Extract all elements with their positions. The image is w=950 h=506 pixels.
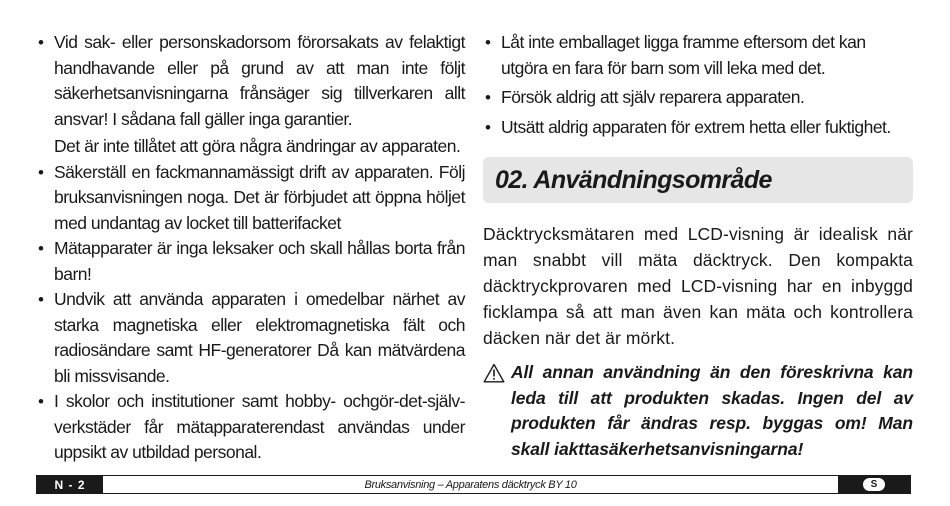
- list-item: [36, 30, 465, 160]
- page-number: N - 2: [37, 476, 103, 493]
- language-box: [838, 476, 910, 493]
- footer-title: Bruksanvisning – Apparatens däcktryck BY 10: [364, 478, 577, 491]
- list-item: • Säkerställ en fackmannamässigt drift av apparaten. Följ bruksanvisningen noga. Det är förbjudet att öppna höljet med undantag av locket till batterifacket: [36, 160, 465, 237]
- usage-description: Däcktrycksmätaren med LCD-visning är idealisk när man snabbt vill mäta däcktryck. Den kompakta däcktryckprovaren med LCD-visning har en inbyggd ficklampa så att man även kan mäta och kontrollera däcken när det är mörkt.: [483, 224, 913, 348]
- warning-note: [483, 360, 913, 462]
- warning-triangle-icon: [483, 360, 511, 462]
- list-item-note: Det är inte tillåtet att göra några ändringar av apparaten.: [54, 136, 461, 156]
- right-column: [483, 30, 913, 462]
- list-item: • I skolor och institutioner samt hobby- ochgör-det-själv-verkstäder får mätapparaterendast användas under uppsikt av utbildad personal.: [36, 389, 465, 466]
- language-badge: S: [863, 478, 885, 491]
- safety-list-right: [483, 30, 913, 140]
- list-item: • Mätapparater är inga leksaker och skall hållas borta från barn!: [36, 236, 465, 287]
- list-item: • Utsätt aldrig apparaten för extrem hetta eller fuktighet.: [483, 115, 913, 141]
- left-column: [36, 30, 465, 466]
- list-item-text: Vid sak- eller personskadorsom förorsakats av felaktigt handhavande eller på grund av att man inte följt säkerhetsanvisningarna frånsäger sig tillverkaren allt ansvar! I sådana fall gäller inga garantier.: [54, 32, 465, 129]
- list-item: • Undvik att använda apparaten i omedelbar närhet av starka magnetiska eller elektromagnetiska fält och radiosändare samt HF-generatorer Då kan mätvärdena bli missvisande.: [36, 287, 465, 389]
- list-item: • Försök aldrig att själv reparera apparaten.: [483, 85, 913, 111]
- warning-text: All annan användning än den föreskrivna kan leda till att produkten skadas. Ingen del av produkten får ändras resp. byggas om! Man skall iakttasäkerhetsanvisningarna!: [511, 362, 913, 459]
- section-heading: 02. Användningsområde: [483, 157, 913, 203]
- safety-list-left: [36, 30, 465, 466]
- list-item: • Låt inte emballaget ligga framme eftersom det kan utgöra en fara för barn som vill leka med det.: [483, 30, 913, 81]
- page-footer: [36, 475, 911, 494]
